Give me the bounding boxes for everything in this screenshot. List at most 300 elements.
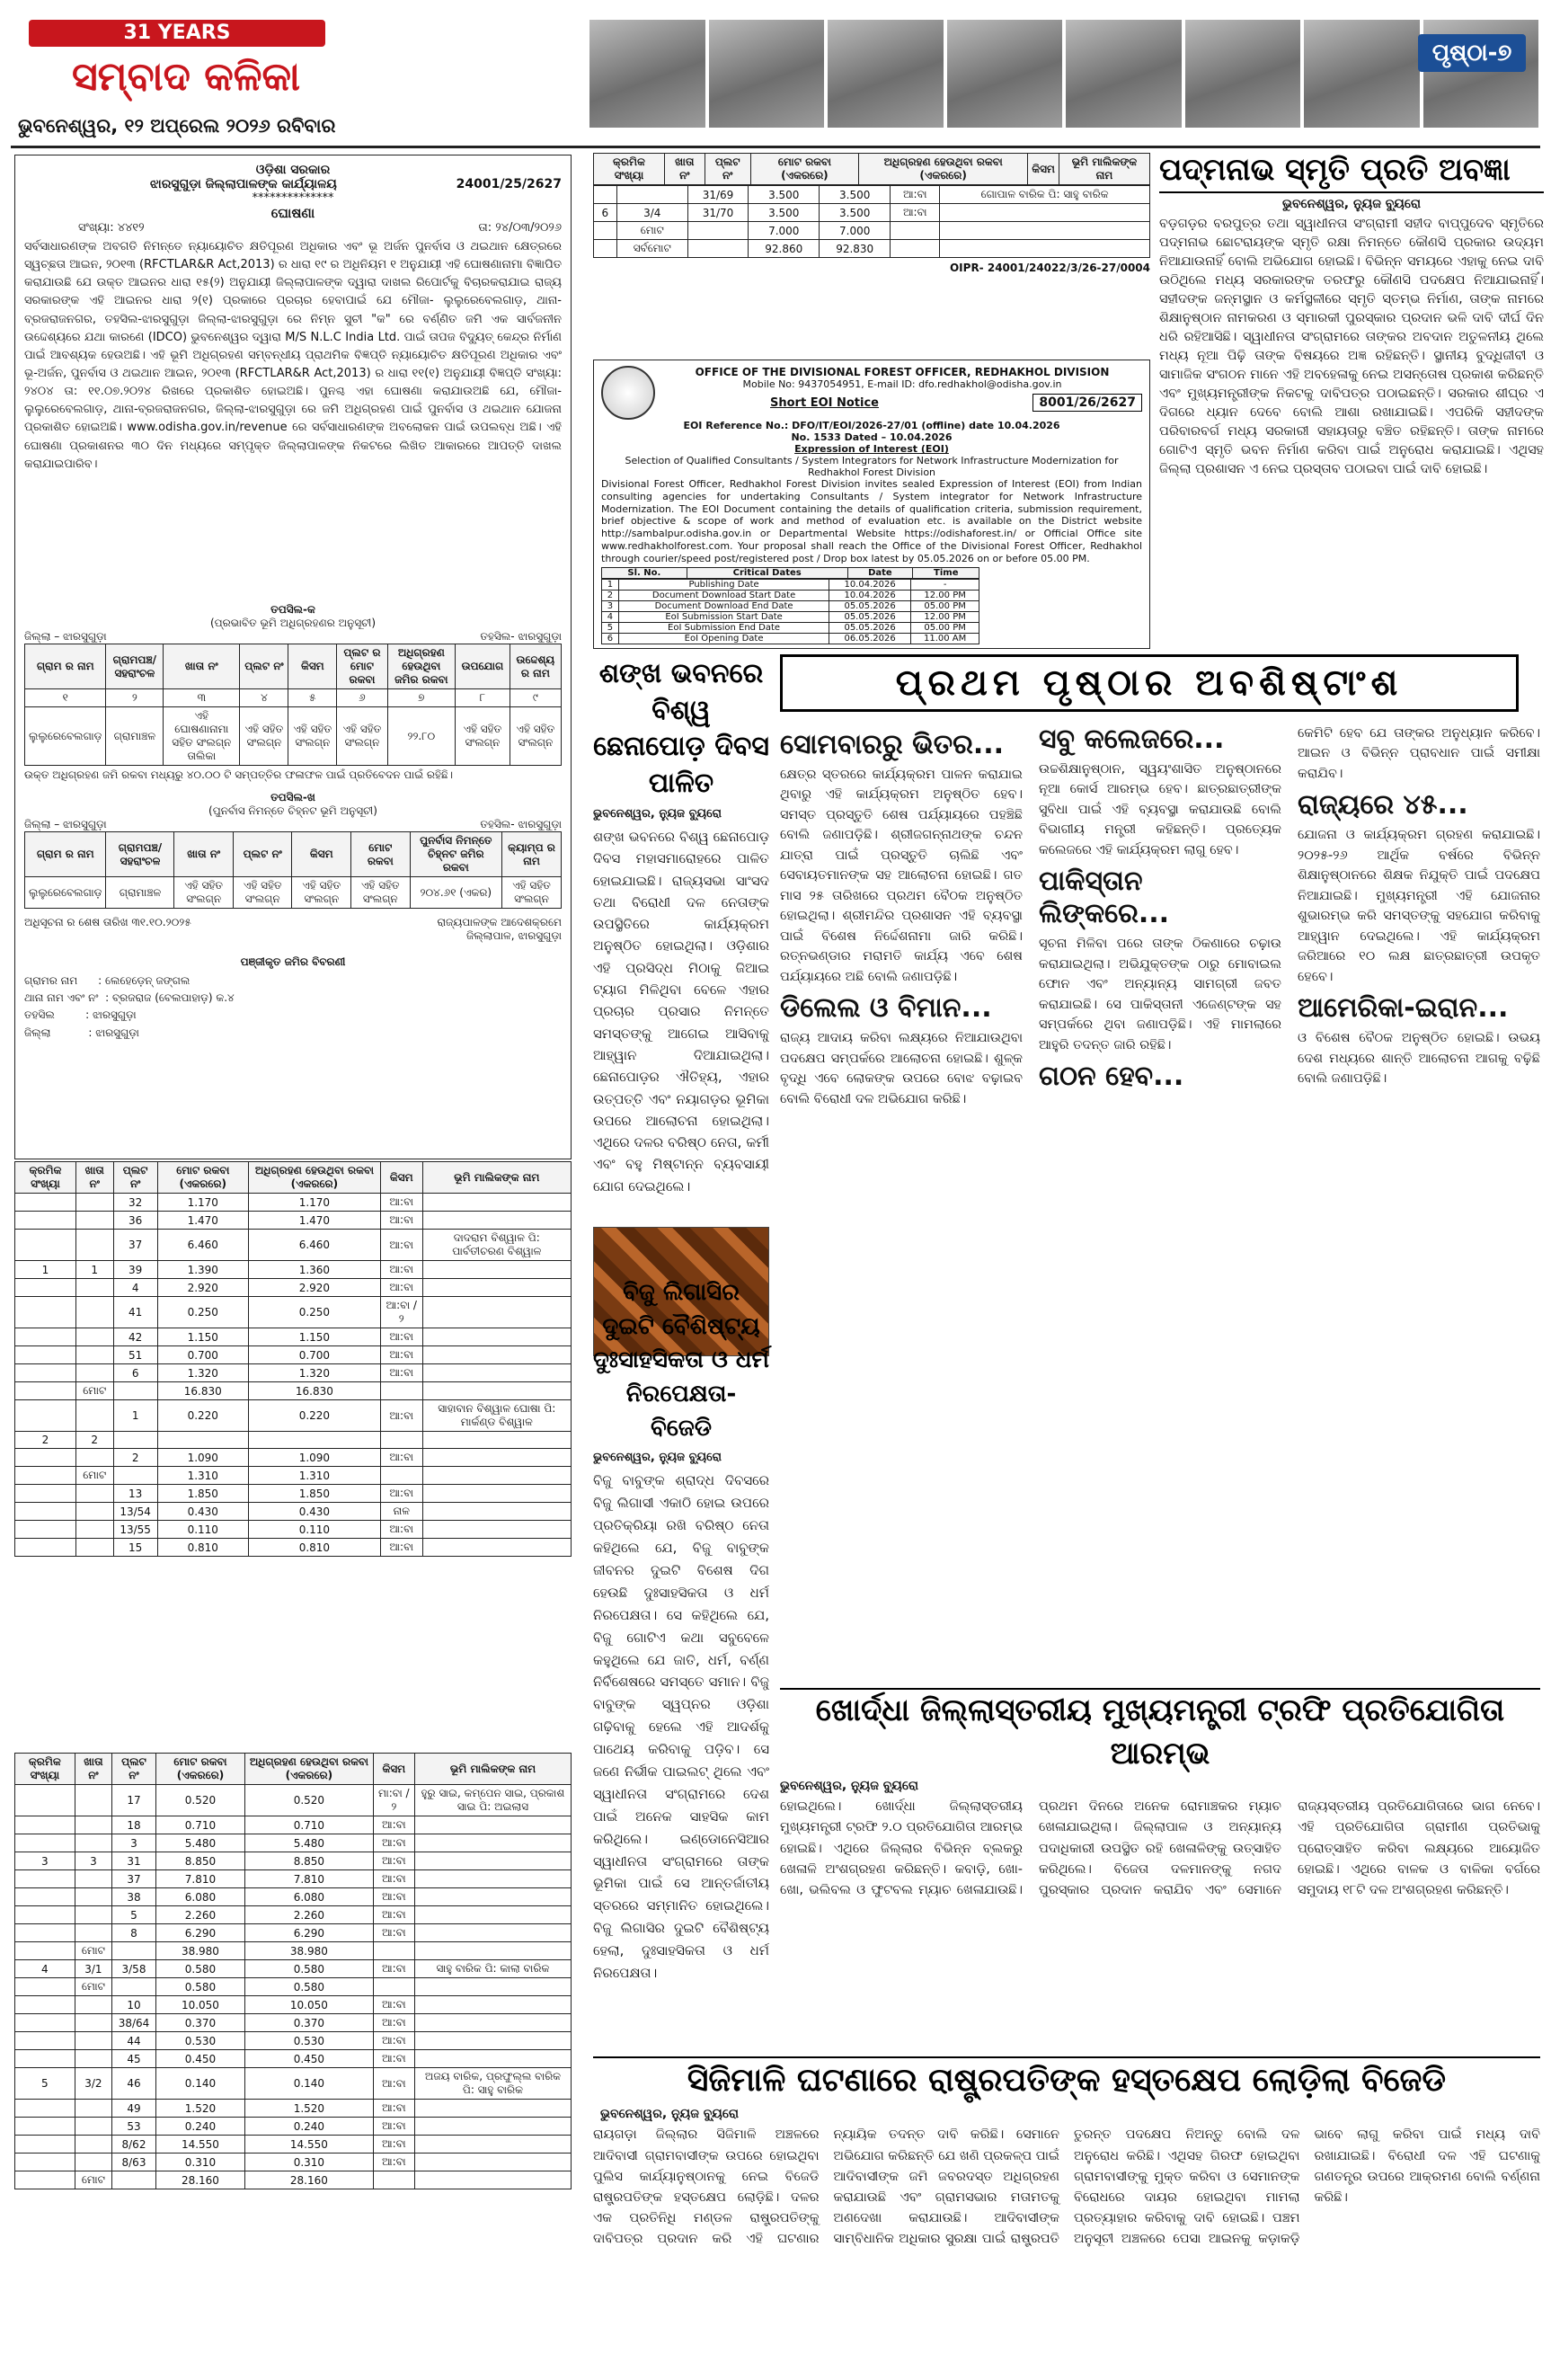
table-cell <box>113 1432 157 1449</box>
story-byline: ଭୁବନେଶ୍ୱର, ନ୍ୟୁଜ ବ୍ୟୁରୋ <box>593 807 722 821</box>
tehsil-label: ତହସିଲ- ଝାରସୁଗୁଡ଼ା <box>480 630 562 643</box>
table-cell: 0.450 <box>155 2050 244 2068</box>
table-cell: ଆ:ବା <box>373 2154 414 2171</box>
district-label: ଜିଲ୍ଲା – ଝାରସୁଗୁଡ଼ା <box>24 630 107 643</box>
table-cell: ହୁରୁ ସାଇ, କମ୍ପେନ ସାଇ, ପ୍ରକାଶ ସାଇ ପି: ଅଇଲାସ <box>414 1785 571 1816</box>
continuation-banner <box>780 654 1519 712</box>
table-cell: 7.810 <box>155 1870 244 1888</box>
column-header: ମୋଟ ରକବା (ଏକରରେ) <box>155 1754 244 1785</box>
table-cell <box>15 1212 76 1230</box>
table-cell <box>414 2154 571 2171</box>
table-cell: 14.550 <box>245 2136 374 2154</box>
table-cell: 1.520 <box>155 2100 244 2118</box>
table-cell <box>75 1888 111 1906</box>
table-cell: 16.830 <box>157 1382 248 1400</box>
table-cell: ଆ:ବା <box>373 2068 414 2100</box>
table-cell: 4 <box>602 612 619 623</box>
table-cell <box>248 1432 380 1449</box>
table-cell: 0.530 <box>245 2032 374 2050</box>
column-header: ପ୍ଲଟ ନଂ <box>112 1754 156 1785</box>
table-cell: 1.470 <box>157 1212 248 1230</box>
header-photo <box>1304 20 1420 128</box>
table-cell <box>687 222 748 240</box>
table-cell: 3/1 <box>75 1960 111 1978</box>
table-cell: 0.140 <box>245 2068 374 2100</box>
table-cell <box>15 2171 75 2189</box>
eoi-notice <box>593 360 1150 649</box>
table-cell: 0.580 <box>245 1960 374 1978</box>
table-cell: 31/69 <box>687 186 748 204</box>
table-cell <box>75 1212 113 1230</box>
column-header: ଉଦ୍ଦେଶ୍ୟ ର ନାମ <box>510 644 561 689</box>
table-cell: 38.980 <box>155 1942 244 1960</box>
table-cell: 6.460 <box>157 1230 248 1261</box>
notice-stars: ************** <box>252 191 334 205</box>
table-cell <box>940 222 1150 240</box>
column-header: ଖାତା ନଂ <box>75 1162 113 1194</box>
years-ribbon: 31 YEARS <box>29 20 325 47</box>
table-cell: 7.000 <box>820 222 891 240</box>
land-info <box>24 972 562 1042</box>
remainder-heading: ସବୁ କଲେଜରେ... <box>1039 724 1225 755</box>
table-cell: ଆ:ବା <box>380 1328 422 1346</box>
table-cell: 3.500 <box>749 204 820 222</box>
table-cell: 39 <box>113 1261 157 1279</box>
table-row <box>15 2136 572 2154</box>
table-cell: ଆ:ବା <box>380 1521 422 1539</box>
table-cell <box>15 1924 75 1942</box>
table-cell: 3 <box>602 601 619 612</box>
table-cell: ଅଜୟ ବାରିକ, ପ୍ରଫୁଲ୍ଲ ବାରିକ ପି: ସାହୁ ବାରିକ <box>414 2068 571 2100</box>
table-cell: 0.810 <box>248 1539 380 1557</box>
table-cell: 4 <box>15 1960 75 1978</box>
column-header: କ୍ରମିକ ସଂଖ୍ୟା <box>15 1754 75 1785</box>
table-cell: ଦାଦରାମ ବିଶ୍ୱାଳ ପି: ପାର୍ବତୀଚରଣ ବିଶ୍ୱାଳ <box>422 1230 571 1261</box>
schedule-a-sub: (ପ୍ରଭାବିତ ଭୂମି ଅଧିଗ୍ରହଣର ଅନୁସୂଚୀ) <box>210 617 376 629</box>
eoi-dates-table <box>601 567 979 579</box>
table-cell: 1.470 <box>248 1212 380 1230</box>
table-cell <box>15 1364 76 1382</box>
table-row <box>594 222 1150 240</box>
remainder-body: କ୍ଷେତ୍ର ସ୍ତରରେ କାର୍ଯ୍ୟକ୍ରମ ପାଳନ କରାଯାଇ ଥିବାରୁ ଏହି କାର୍ଯ୍ୟକ୍ରମ ଅନୁଷ୍ଠିତ ହେବ। ସମସ୍ତ ପ୍ରସ୍ତୁତି ଶେଷ ପର୍ଯ୍ୟାୟରେ ପହଞ୍ଚିଛି ବୋଲି ଜଣାପଡ଼ିଛି। ଶ୍ରୀଜଗନ୍ନାଥଙ୍କ ଚନ୍ଦନ ଯାତ୍ରା ପାଇଁ ପ୍ରସ୍ତୁତି ଚାଲିଛି ଏବଂ ସେବାୟତମାନଙ୍କ ସହ ଆଲୋଚନା ହୋଇଛି। ଗତ ମାସ ୨୫ ତାରିଖରେ ପ୍ରଥମ ବୈଠକ ଅନୁଷ୍ଠିତ ହୋଇଥିଲା। ଶ୍ରୀମନ୍ଦିର ପ୍ରଶାସନ ଏହି ବ୍ୟବସ୍ଥା ପାଇଁ ବିଶେଷ ନିର୍ଦ୍ଦେଶନାମା ଜାରି କରିଛି। ରତ୍ନଭଣ୍ଡାର ମରାମତି କାର୍ଯ୍ୟ ଏବେ ଶେଷ ପର୍ଯ୍ୟାୟରେ ଅଛି ବୋଲି ଜଣାପଡ଼ିଛି। <box>780 768 1023 984</box>
table-cell: 5.480 <box>245 1834 374 1852</box>
column-header: Critical Dates <box>687 568 847 579</box>
table-cell: ଏହି ଘୋଷଣାନାମା ସହିତ ସଂଲଗ୍ନ ତାଲିକା <box>164 707 240 766</box>
table-cell: 45 <box>112 2050 156 2068</box>
table-cell: ଆ:ବା <box>380 1194 422 1212</box>
story-headline: ପଦ୍ମନାଭ ସ୍ମୃତି ପ୍ରତି ଅବଜ୍ଞା <box>1159 153 1544 193</box>
table-cell <box>75 1816 111 1834</box>
table-cell <box>75 1364 113 1382</box>
table-cell: 17 <box>112 1785 156 1816</box>
table-cell <box>15 1996 75 2014</box>
table-cell <box>75 2050 111 2068</box>
table-cell: 5 <box>15 2068 75 2100</box>
table-cell: 10.050 <box>245 1996 374 2014</box>
column-header: Sl. No. <box>602 568 687 579</box>
front-page-remainders <box>780 724 1540 1681</box>
remainder-heading: ରାଜ୍ୟରେ ୪୫... <box>1298 789 1468 821</box>
table-row <box>15 1467 572 1485</box>
table-cell: ସର୍ବମୋଟ <box>616 240 687 258</box>
table-cell: 0.530 <box>155 2032 244 2050</box>
table-cell <box>75 2136 111 2154</box>
eoi-code: 8001/26/2627 <box>1033 394 1142 412</box>
table-cell: 0.140 <box>155 2068 244 2100</box>
table-cell: 6 <box>113 1364 157 1382</box>
table-cell <box>75 1346 113 1364</box>
column-header: ପ୍ଲଟ ନଂ <box>705 154 750 185</box>
table-cell: 05.05.2026 <box>829 623 911 634</box>
table-cell: 05.00 PM <box>910 623 979 634</box>
table-cell <box>414 2100 571 2118</box>
table-cell: ଆ:ବା <box>373 1924 414 1942</box>
table-cell: 10.04.2026 <box>829 591 911 601</box>
remainder-body: ଓ ବିଶେଷ ବୈଠକ ଅନୁଷ୍ଠିତ ହୋଇଛି। ଉଭୟ ଦେଶ ମଧ୍ୟରେ ଶାନ୍ତି ଆଲୋଚନା ଆଗକୁ ବଢ଼ିଛି ବୋଲି ଜଣାପଡ଼ିଛି। <box>1298 1031 1540 1087</box>
table-cell: ଆ:ବା <box>373 2014 414 2032</box>
table-row <box>15 1996 572 2014</box>
table-cell: 0.370 <box>245 2014 374 2032</box>
table-cell <box>414 1996 571 2014</box>
table-cell: ମୋଟ <box>75 1978 111 1996</box>
signatory: ଜିଲ୍ଲାପାଳ, ଝାରସୁଗୁଡ଼ା <box>465 929 562 942</box>
table-cell <box>414 1870 571 1888</box>
table-cell: 0.250 <box>248 1297 380 1328</box>
table-cell: ୨୦୪.୬୧ (ଏକର) <box>410 877 501 909</box>
table-row <box>594 204 1150 222</box>
table-cell: ଆ:ବା <box>373 1816 414 1834</box>
table-cell <box>112 2171 156 2189</box>
column-header: ଗ୍ରାମ ର ନାମ <box>25 832 106 877</box>
oipr-ref: OIPR- 24001/24022/3/26-27/0004 <box>949 262 1150 274</box>
table-cell: ମୋଟ <box>75 1467 113 1485</box>
table-cell: 38/64 <box>112 2014 156 2032</box>
table-row <box>15 2068 572 2100</box>
table-row <box>594 240 1150 258</box>
table-row <box>602 634 979 644</box>
table-cell: ଏହି ସହିତ ସଂଲଗ୍ନ <box>502 877 562 909</box>
table-cell: ଏହି ସହିତ ସଂଲଗ୍ନ <box>337 707 387 766</box>
story-sankha-bhawan <box>593 656 769 1267</box>
table-cell <box>75 1485 113 1503</box>
table-cell: 3 <box>15 1852 75 1870</box>
table-cell: 0.250 <box>157 1297 248 1328</box>
table-cell: 92.860 <box>749 240 820 258</box>
table-cell: ଆ:ବା <box>380 1346 422 1364</box>
schedule-b-label: ତପସିଲ-ଖ <box>270 791 315 804</box>
table-cell <box>414 1942 571 1960</box>
table-row <box>15 2118 572 2136</box>
table-cell: 3 <box>75 1852 111 1870</box>
notice-number: ସଂଖ୍ୟା: ୪୪୧୨ <box>78 221 145 235</box>
table-cell: 8.850 <box>155 1852 244 1870</box>
table-row <box>15 1942 572 1960</box>
table-cell: 8/62 <box>112 2136 156 2154</box>
table-cell: 0.580 <box>155 1978 244 1996</box>
column-header: ଭୂମି ମାଲିକଙ୍କ ନାମ <box>422 1162 571 1194</box>
column-header: ପ୍ଲଟ ର ମୋଟ ରକବା <box>337 644 387 689</box>
notice-org: ଓଡ଼ିଶା ସରକାର <box>255 163 331 177</box>
column-header: ଗ୍ରାମ ର ନାମ <box>25 644 106 689</box>
column-header: ଉପଯୋଗ <box>456 644 510 689</box>
header-photo <box>1185 20 1301 128</box>
table-row <box>15 1960 572 1978</box>
table-cell: 8 <box>112 1924 156 1942</box>
column-header: ଗ୍ରାମପଞ୍ଚ/ ସହରାଂଚଳ <box>106 832 174 877</box>
eoi-subject: Selection of Qualified Consultants / System Integrators for Network Infrastructure Modernization for Redhakhol Forest Division <box>625 455 1119 478</box>
table-cell: 0.520 <box>155 1785 244 1816</box>
land-table-continued <box>593 153 1150 333</box>
table-cell <box>414 1978 571 1996</box>
table-cell <box>15 1485 76 1503</box>
table-cell: 0.810 <box>157 1539 248 1557</box>
column-header: ଭୂମି ମାଲିକଙ୍କ ନାମ <box>414 1754 571 1785</box>
table-cell <box>75 1279 113 1297</box>
table-cell: 0.580 <box>155 1960 244 1978</box>
table-cell <box>15 1906 75 1924</box>
table-cell <box>414 1888 571 1906</box>
table-cell <box>422 1364 571 1382</box>
table-cell <box>15 1449 76 1467</box>
eoi-office: OFFICE OF THE DIVISIONAL FOREST OFFICER, REDHAKHOL DIVISION <box>695 366 1110 378</box>
table-cell: ଗୋପାଳ ବାରିକ ପି: ସାହୁ ବାରିକ <box>940 186 1150 204</box>
table-cell: 44 <box>112 2032 156 2050</box>
table-cell <box>15 2154 75 2171</box>
land-info-line: ଜିଲ୍ଲା : ଝାରସୁଗୁଡ଼ା <box>24 1026 139 1039</box>
table-cell <box>422 1279 571 1297</box>
table-cell: 0.370 <box>155 2014 244 2032</box>
table-cell: 3.500 <box>749 186 820 204</box>
table-cell: ସାହାବାନ ବିଶ୍ୱାଳ ଘୋଷା ପି: ମାର୍କଣ୍ଡ ବିଶ୍ୱାଳ <box>422 1400 571 1432</box>
table-cell <box>422 1503 571 1521</box>
table-cell: 6.460 <box>248 1230 380 1261</box>
table-row <box>15 2050 572 2068</box>
table-cell: 8.850 <box>245 1852 374 1870</box>
remainder-body: ଉଚ୍ଚଶିକ୍ଷାନୁଷ୍ଠାନ, ସ୍ୱୟଂଶାସିତ ଅନୁଷ୍ଠାନରେ ନୂଆ କୋର୍ସ ଆରମ୍ଭ ହେବ। ଛାତ୍ରଛାତ୍ରୀଙ୍କ ସୁବିଧା ପାଇଁ ଏହି ବ୍ୟବସ୍ଥା କରାଯାଉଛି ବୋଲି ବିଭାଗୀୟ ମନ୍ତ୍ରୀ କହିଛନ୍ତି। ପ୍ରତ୍ୟେକ କଲେଜରେ ଏହି କାର୍ଯ୍ୟକ୍ରମ ଲାଗୁ ହେବ। <box>1039 762 1281 857</box>
table-cell: 1 <box>75 1261 113 1279</box>
tehsil-label: ତହସିଲ- ଝାରସୁଗୁଡ଼ା <box>480 818 562 830</box>
schedule-b-table <box>24 831 562 909</box>
story-byline: ଭୁବନେଶ୍ୱର, ନ୍ୟୁଜ ବ୍ୟୁରୋ <box>593 1451 722 1465</box>
table-cell <box>15 1503 76 1521</box>
table-row <box>15 1978 572 1996</box>
table-cell <box>15 1297 76 1328</box>
column-number: ୬ <box>337 689 387 707</box>
table-cell <box>380 1467 422 1485</box>
table-cell: 1.150 <box>157 1328 248 1346</box>
land-table-2 <box>14 1753 572 2373</box>
table-row <box>15 1539 572 1557</box>
table-cell <box>15 1467 76 1485</box>
table-row <box>15 1194 572 1212</box>
column-header: କିସମ <box>380 1162 422 1194</box>
table-cell <box>891 240 940 258</box>
column-header: କ୍ରମିକ ସଂଖ୍ୟା <box>594 154 665 185</box>
table-cell: 3.500 <box>820 186 891 204</box>
column-header: ପୁନର୍ବାସ ନିମନ୍ତେ ଚିହ୍ନଟ ଜମିର ରକବା <box>410 832 501 877</box>
table-row <box>15 1328 572 1346</box>
table-cell: ଆ:ବା <box>373 2136 414 2154</box>
table-cell: 1.390 <box>157 1261 248 1279</box>
table-row <box>15 2032 572 2050</box>
table-cell <box>422 1382 571 1400</box>
table-cell: 2.920 <box>157 1279 248 1297</box>
table-cell <box>75 1521 113 1539</box>
notice-title: ଘୋଷଣା <box>270 205 315 221</box>
table-cell <box>422 1346 571 1364</box>
table-cell: 1.090 <box>157 1449 248 1467</box>
table-cell: 14.550 <box>155 2136 244 2154</box>
table-row <box>15 2154 572 2171</box>
table-cell: ଲୁଲୁରେବେଲଗାଡ଼ <box>25 877 106 909</box>
table-row <box>15 1503 572 1521</box>
signatory-title: ରାଜ୍ୟପାଳଙ୍କ ଆଦେଶକ୍ରମେ <box>437 916 562 928</box>
table-row <box>594 186 1150 204</box>
table-cell: 10 <box>112 1996 156 2014</box>
table-row <box>15 1785 572 1816</box>
table-cell: 10.050 <box>155 1996 244 2014</box>
table-cell: 2 <box>15 1432 76 1449</box>
table-cell: 1.360 <box>248 1261 380 1279</box>
eoi-expression: Expression of Interest (EOI) <box>794 443 949 455</box>
table-cell: 1.320 <box>157 1364 248 1382</box>
land-info-line: ଥାନା ନାମ ଏବଂ ନଂ : ବ୍ରଜରାଜ (ବେଲପାହାଡ଼) କ.୪ <box>24 991 235 1005</box>
table-cell <box>15 2050 75 2068</box>
table-cell: 1.310 <box>157 1467 248 1485</box>
column-header: କିସମ <box>373 1754 414 1785</box>
table-cell: 0.310 <box>155 2154 244 2171</box>
masthead <box>11 9 586 144</box>
remainder-heading: ପାକିସ୍ତାନ ଲିଙ୍କରେ... <box>1039 866 1170 930</box>
table-cell <box>414 2118 571 2136</box>
table-cell: 49 <box>112 2100 156 2118</box>
table-cell: 13/55 <box>113 1521 157 1539</box>
column-header: କିସମ <box>292 832 351 877</box>
table-cell <box>75 1539 113 1557</box>
table-row <box>602 612 979 623</box>
table-cell: ଆ:ବା <box>373 1906 414 1924</box>
table-cell: 0.220 <box>248 1400 380 1432</box>
remainder-heading: ଡିଲେଲ ଓ ବିମାନ... <box>780 992 992 1025</box>
table-cell: 0.110 <box>157 1521 248 1539</box>
table-cell <box>75 2118 111 2136</box>
table-cell <box>422 1467 571 1485</box>
table-row <box>602 601 979 612</box>
eoi-body: Divisional Forest Officer, Redhakhol Forest Division invites sealed Expression of Interest (EOI) from Indian consulting agencies for undertaking Consultants / System integrator for Network Infrastructure Modernization. The EOI Document containing the details of qualification criteria, submission requirement, brief objective & scope of work and method of evaluation etc. is available on the District website http://sambalpur.odisha.gov.in or Departmental Website https://odishaforest.in/ or Official Office site www.redhakholforest.com. Your proposal shall reach the Office of the Divisional Forest Officer, Redhakhol through courier/speed post/registered post / Drop box latest by 05.05.2026 on or before 05.00 PM. <box>601 478 1142 564</box>
table-cell <box>15 1400 76 1432</box>
table-row <box>15 2100 572 2118</box>
dateline: ଭୁବନେଶ୍ୱର, ୧୨ ଅପ୍ରେଲ ୨୦୨୬ ରବିବାର <box>18 115 336 137</box>
story-byline: ଭୁବନେଶ୍ୱର, ନ୍ୟୁଜ ବ୍ୟୁରୋ <box>780 1779 919 1794</box>
district-label: ଜିଲ୍ଲା – ଝାରସୁଗୁଡ଼ା <box>24 818 107 830</box>
column-number: ୨ <box>106 689 164 707</box>
table-cell <box>414 2014 571 2032</box>
table-cell: EoI Submission Start Date <box>618 612 829 623</box>
table-cell <box>75 1328 113 1346</box>
table-cell: 38 <box>112 1888 156 1906</box>
table-cell: ଆ:ବା <box>380 1400 422 1432</box>
table-cell: 41 <box>113 1297 157 1328</box>
land-info-line: ତହସିଲ : ଝାରସୁଗୁଡ଼ା <box>24 1008 137 1022</box>
table-cell <box>414 1816 571 1834</box>
table-cell <box>15 1346 76 1364</box>
table-cell: ଆ:ବା <box>891 186 940 204</box>
table-row <box>15 1230 572 1261</box>
table-cell: ମୋଟ <box>75 2171 111 2189</box>
table-cell <box>75 1449 113 1467</box>
table-cell <box>414 2050 571 2068</box>
table-row <box>15 1346 572 1364</box>
table-cell <box>414 1852 571 1870</box>
column-header: ଅଧିଗ୍ରହଣ ହେଉଥିବା ରକବା (ଏକରରେ) <box>248 1162 380 1194</box>
table-cell <box>15 1328 76 1346</box>
table-cell: 11.00 AM <box>910 634 979 644</box>
table-row <box>602 623 979 634</box>
table-cell: ସାହୁ ବାରିକ ପି: କାଲା ବାରିକ <box>414 1960 571 1978</box>
table-cell: 36 <box>113 1212 157 1230</box>
table-cell: 5 <box>112 1906 156 1924</box>
table-cell: ଲୁଲୁରେବେଲଗାଡ଼ <box>25 707 106 766</box>
table-cell <box>422 1212 571 1230</box>
land-detail-title: ପଞ୍ଜୀକୃତ ଜମିର ବିବରଣୀ <box>240 955 346 968</box>
table-cell <box>380 1432 422 1449</box>
table-cell: 0.710 <box>245 1816 374 1834</box>
table-row <box>15 1432 572 1449</box>
table-cell: 1.170 <box>157 1194 248 1212</box>
table-cell: 18 <box>112 1816 156 1834</box>
table-cell: 12.00 PM <box>910 591 979 601</box>
column-header: ଗ୍ରାମପଞ୍ଚ/ ସହରାଂଚଳ <box>106 644 164 689</box>
story-headline: ବିଜୁ ଲିଗାସିର ଦୁଇଟି ବୈଶିଷ୍ଟ୍ୟ ଦୁଃସାହସିକତା ଓ ଧର୍ମ ନିରପେକ୍ଷତା- ବିଜେଡି <box>593 1279 769 1442</box>
table-cell: 13 <box>113 1485 157 1503</box>
table-cell: 0.430 <box>157 1503 248 1521</box>
notice-ref: 24001/25/2627 <box>456 177 562 191</box>
column-header: ଅଧିଗ୍ରହଣ ହେଉଥିବା ରକବା (ଏକରରେ) <box>245 1754 374 1785</box>
table-cell: ଆ:ବା <box>373 1888 414 1906</box>
table-cell: 6 <box>594 204 617 222</box>
column-header: Date <box>847 568 912 579</box>
table-cell <box>422 1521 571 1539</box>
header-photo <box>947 20 1063 128</box>
column-header: ପ୍ଲଟ ନଂ <box>113 1162 157 1194</box>
table-cell: 15 <box>113 1539 157 1557</box>
table-cell <box>75 1400 113 1432</box>
table-cell: ଏହି ସହିତ ସଂଲଗ୍ନ <box>351 877 411 909</box>
table-cell: 0.580 <box>245 1978 374 1996</box>
table-row <box>15 1521 572 1539</box>
remainder-body: ରାଜ୍ୟ ଆଦାୟ କରିବା ଲକ୍ଷ୍ୟରେ ନିଆଯାଉଥିବା ପଦକ୍ଷେପ ସମ୍ପର୍କରେ ଆଲୋଚନା ହୋଇଛି। ଶୁଳ୍କ ବୃଦ୍ଧି ଏବେ ଲୋକଙ୍କ ଉପରେ ବୋଝ ବଢ଼ାଇବ ବୋଲି ବିରୋଧୀ ଦଳ ଅଭିଯୋଗ କରିଛି। <box>780 1031 1023 1106</box>
table-cell: 3/2 <box>75 2068 111 2100</box>
table-cell <box>373 1978 414 1996</box>
table-cell: 0.700 <box>157 1346 248 1364</box>
table-row <box>15 1852 572 1870</box>
table-cell: 46 <box>112 2068 156 2100</box>
column-header: Time <box>913 568 979 579</box>
table-cell: 0.240 <box>245 2118 374 2136</box>
table-cell: ଆ:ବା <box>373 1852 414 1870</box>
table-cell <box>75 2032 111 2050</box>
land-acquisition-notice <box>14 155 572 1159</box>
notice-office: ଝାରସୁଗୁଡ଼ା ଜିଲ୍ଲାପାଳଙ୍କ କାର୍ଯ୍ୟାଳୟ <box>150 177 337 191</box>
forest-emblem-icon <box>601 366 655 420</box>
page-label: ପୃଷ୍ଠା-୭ <box>1418 34 1526 72</box>
table-cell <box>75 1503 113 1521</box>
table-cell <box>15 2032 75 2050</box>
table-cell: 6 <box>602 634 619 644</box>
table-cell: 0.710 <box>155 1816 244 1834</box>
column-number: ୫ <box>288 689 337 707</box>
story-headline: ଶଙ୍ଖ ଭବନରେ ବିଶ୍ୱ ଛେନାପୋଡ଼ ଦିବସ ପାଳିତ <box>593 658 769 799</box>
